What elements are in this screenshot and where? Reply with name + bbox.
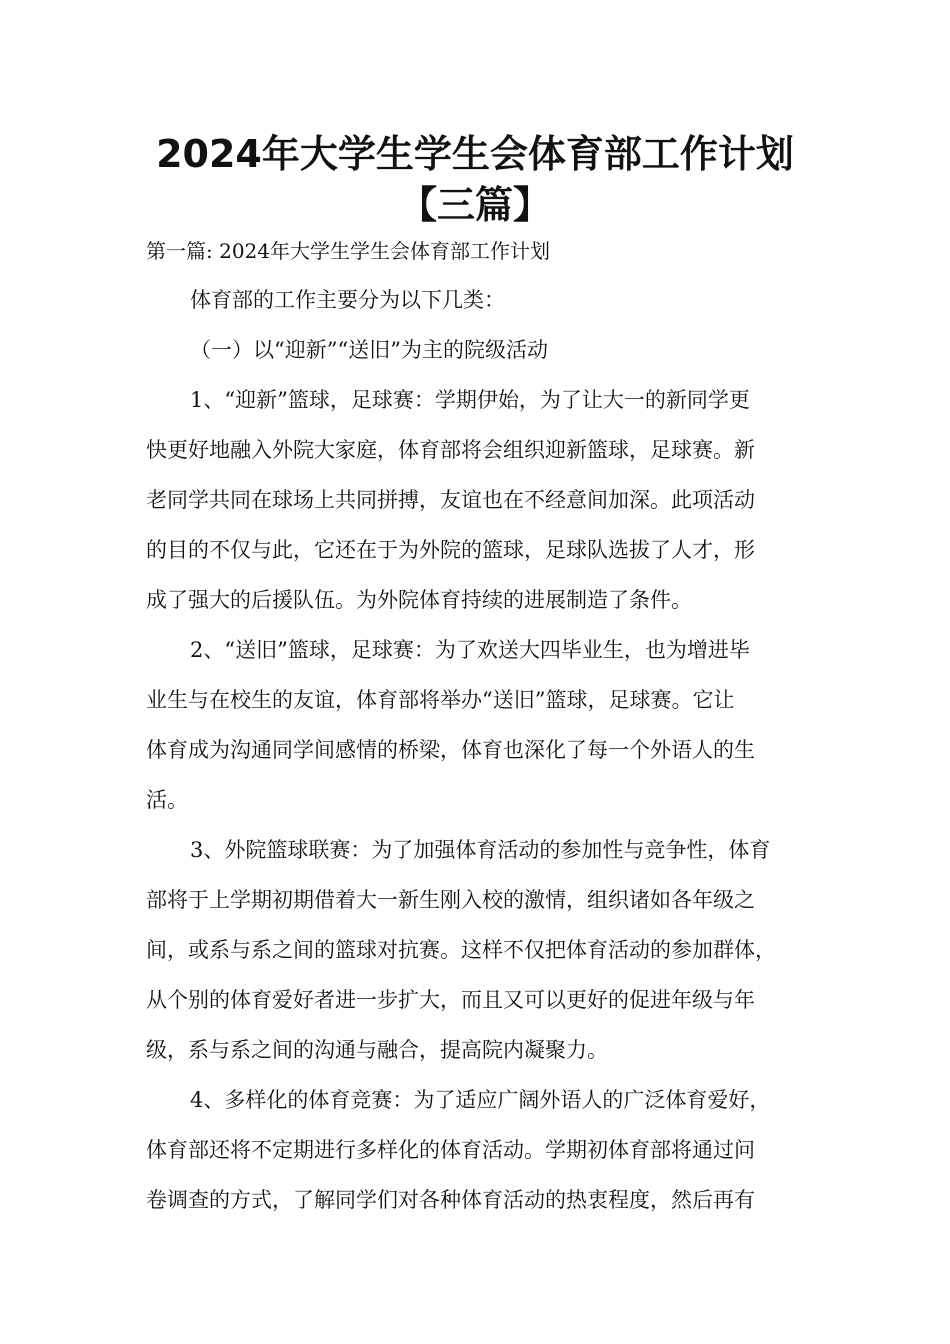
text-line: 活。	[146, 788, 188, 812]
text-line: 快更好地融入外院大家庭，体育部将会组织迎新篮球，足球赛。新	[146, 438, 755, 462]
text-line: 级，系与系之间的沟通与融合，提高院内凝聚力。	[146, 1038, 608, 1062]
text-line: 的目的不仅与此，它还在于为外院的篮球，足球队选拔了人才，形	[146, 538, 755, 562]
text-line: 从个别的体育爱好者进一步扩大，而且又可以更好的促进年级与年	[146, 988, 755, 1012]
text-line: 部将于上学期初期借着大一新生刚入校的激情，组织诸如各年级之	[146, 888, 755, 912]
text-line: 2、“送旧”篮球，足球赛：为了欢送大四毕业生，也为增进毕	[190, 638, 750, 662]
text-line: 业生与在校生的友谊，体育部将举办“送旧”篮球，足球赛。它让	[146, 688, 735, 712]
text-line: 1、“迎新”篮球，足球赛：学期伊始，为了让大一的新同学更	[190, 388, 750, 412]
text-line: 体育部的工作主要分为以下几类：	[190, 288, 505, 312]
document-title: 2024年大学生学生会体育部工作计划	[156, 132, 794, 176]
text-line: 4、多样化的体育竞赛：为了适应广阔外语人的广泛体育爱好，	[190, 1088, 771, 1112]
text-line: 体育部还将不定期进行多样化的体育活动。学期初体育部将通过问	[146, 1138, 755, 1162]
text-line: 间，或系与系之间的篮球对抗赛。这样不仅把体育活动的参加群体，	[146, 938, 776, 962]
text-line: 成了强大的后援队伍。为外院体育持续的进展制造了条件。	[146, 588, 692, 612]
text-line: 卷调查的方式，了解同学们对各种体育活动的热衷程度，然后再有	[146, 1188, 755, 1212]
text-line: 老同学共同在球场上共同拼搏，友谊也在不经意间加深。此项活动	[146, 488, 755, 512]
section-heading: 第一篇: 2024年大学生学生会体育部工作计划	[146, 239, 550, 263]
text-line: 体育成为沟通同学间感情的桥梁，体育也深化了每一个外语人的生	[146, 738, 755, 762]
document-title-suffix: 【三篇】	[398, 183, 551, 227]
text-line: （一）以“迎新”“送旧”为主的院级活动	[190, 338, 548, 362]
text-line: 3、外院篮球联赛：为了加强体育活动的参加性与竞争性，体育	[190, 838, 771, 862]
